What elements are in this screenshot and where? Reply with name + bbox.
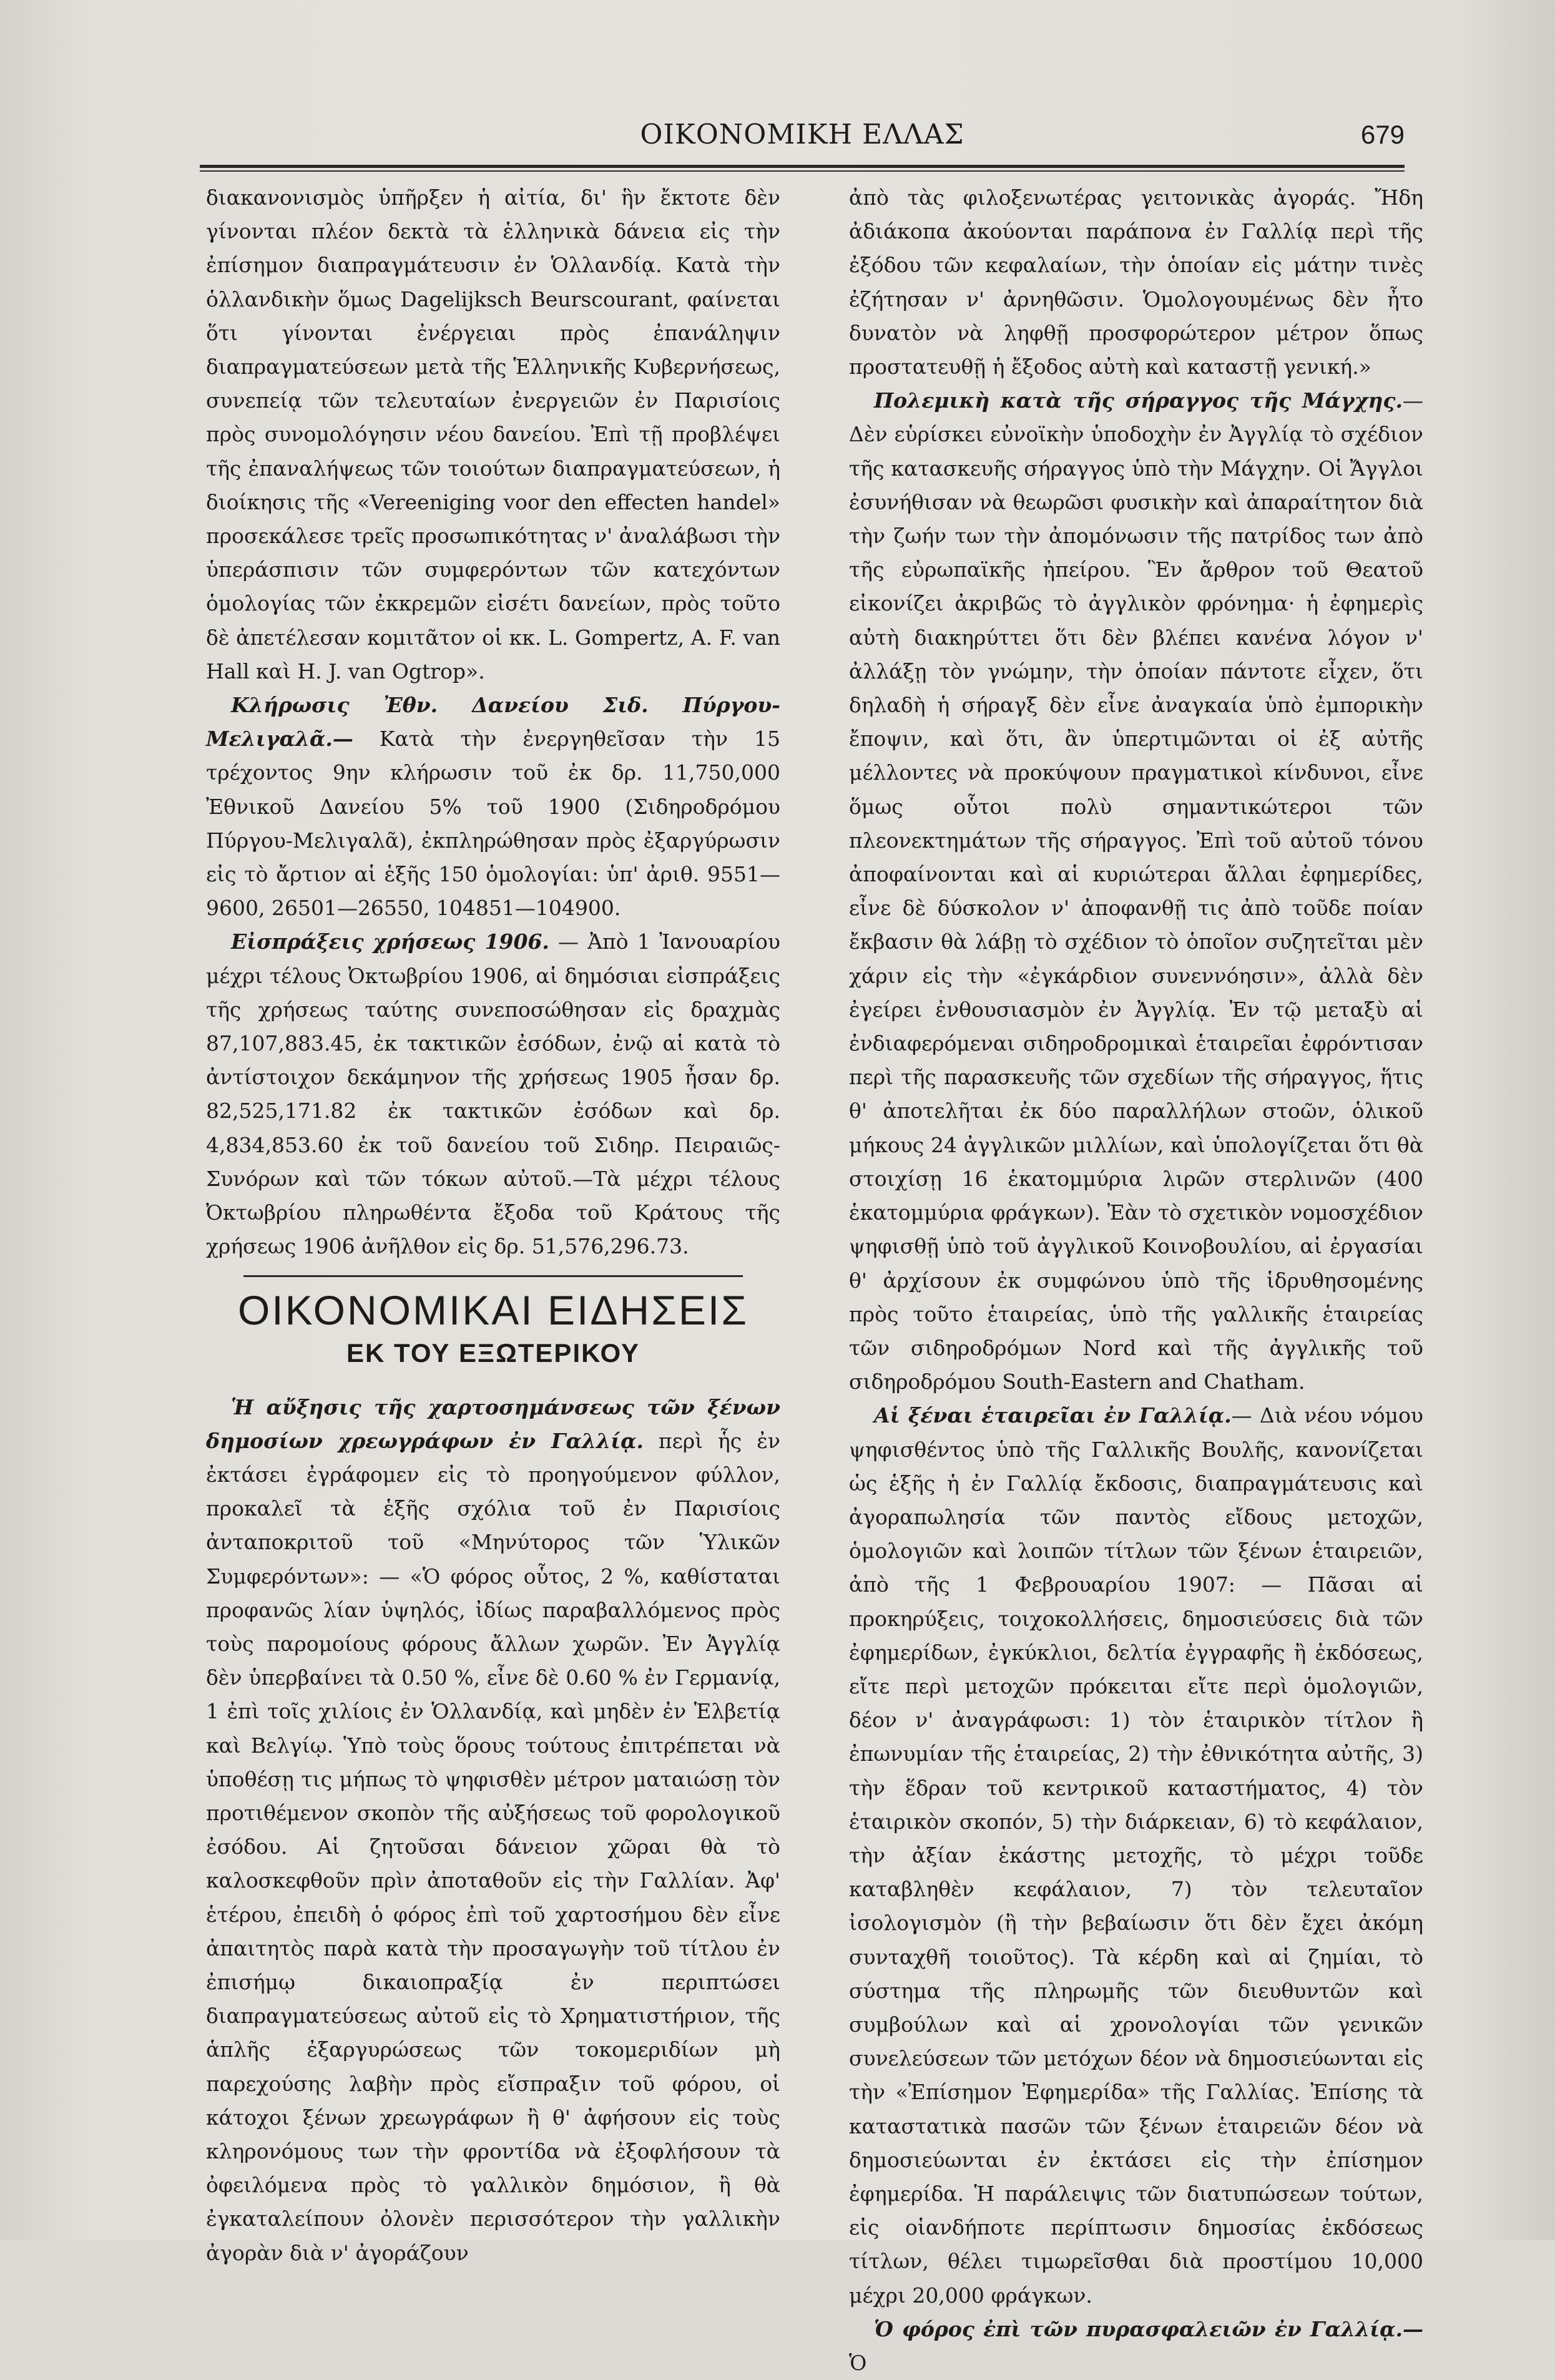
foros-text: Ὁ	[849, 2351, 867, 2375]
left-paragraph-1: διακανονισμὸς ὑπῆρξεν ἡ αἰτία, δι' ἣν ἔκτοτε δὲν γίνονται πλέον δεκτὰ τὰ ἑλληνικὰ δάνεια εἰς τὴν ἐπίσημον διαπραγμάτευσιν ἐν Ὁλλανδίᾳ. Κατὰ τὴν ὁλλανδικὴν ὅμως Dagelijksch Beurscourant, φαίνεται ὅτι γίνονται ἐνέργειαι πρὸς ἐπανάληψιν διαπραγματεύσεων μετὰ τῆς Ἑλληνικῆς Κυβερνήσεως, συνεπείᾳ τῶν τελευταίων ἐνεργειῶν ἐν Παρισίοις πρὸς συνομολόγησιν νέου δανείου. Ἐπὶ τῇ προβλέψει τῆς ἐπαναλήψεως τῶν τοιούτων διαπραγματεύσεων, ἡ διοίκησις τῆς «Vereeniging voor den effecten handel» προσεκάλεσε τρεῖς προσωπικότητας ν' ἀναλάβωσι τὴν ὑπεράσπισιν τῶν συμφερόντων τῶν κατεχόντων ὁμολογίας τῶν ἐκκρεμῶν εἰσέτι δανείων, πρὸς τοῦτο δὲ ἀπετέλεσαν κομιτᾶτον οἱ κκ. L. Gompertz, A. F. van Hall καὶ H. J. van Ogtrop».	[206, 185, 780, 683]
xenai-text: — Διὰ νέου νόμου ψηφισθέντος ὑπὸ τῆς Γαλλικῆς Βουλῆς, κανονίζεται ὡς ἑξῆς ἡ ἐν Γαλλίᾳ ἔκδοσις, διαπραγμάτευσις καὶ ἀγοραπωλησία τῶν παντὸς εἴδους μετοχῶν, ὁμολογιῶν καὶ λοιπῶν τίτλων τῶν ξένων ἑταιρειῶν, ἀπὸ τῆς 1 Φεβρουαρίου 1907: — Πᾶσαι αἱ προκηρύξεις, τοιχοκολλήσεις, δημοσιεύσεις διὰ τῶν ἐφημερίδων, ἐγκύκλιοι, δελτία ἐγγραφῆς ἢ ἐκδόσεως, εἴτε περὶ μετοχῶν πρόκειται εἴτε περὶ ὁμολογιῶν, δέον ν' ἀναγράφωσι: 1) τὸν ἑταιρικὸν τίτλον ἢ ἐπωνυμίαν τῆς ἑταιρείας, 2) τὴν ἐθνικότητα αὐτῆς, 3) τὴν ἕδραν τοῦ κεντρικοῦ καταστήματος, 4) τὸν ἑταιρικὸν σκοπόν, 5) τὴν διάρκειαν, 6) τὸ κεφάλαιον, τὴν ἀξίαν ἑκάστης μετοχῆς, τὸ μέχρι τοῦδε καταβληθὲν κεφάλαιον, 7) τὸν τελευταῖον ἰσολογισμὸν (ἢ τὴν βεβαίωσιν ὅτι δὲν ἔχει ἀκόμη συνταχθῆ τοιοῦτος). Τὰ κέρδη καὶ αἱ ζημίαι, τὸ σύστημα τῆς πληρωμῆς τῶν διευθυντῶν καὶ συμβούλων καὶ αἱ χρονολογίαι τῶν γενικῶν συνελεύσεων τῶν μετόχων δέον νὰ δημοσιεύωνται εἰς τὴν «Ἐπίσημον Ἐφημερίδα» τῆς Γαλλίας. Ἐπίσης τὰ καταστατικὰ πασῶν τῶν ξένων ἑταιρειῶν δέον νὰ δημοσιεύωνται ἐν ἐκτάσει εἰς τὴν ἐπίσημον ἐφημερίδα. Ἡ παράλειψις τῶν διατυπώσεων τούτων, εἰς οἱανδήποτε περίπτωσιν δημοσίας ἐκδόσεως τίτλων, θέλει τιμωρεῖσθαι διὰ προστίμου 10,000 μέχρι 20,000 φράγκων.	[849, 1403, 1423, 2308]
page-header	[200, 114, 1405, 164]
klirosis-heading: Κλήρωσις Ἐθν. Δανείου Σιδ. Πύργου-Μελιγαλᾶ.—	[206, 693, 780, 752]
publication-title: ΟΙΚΟΝΟΜΙΚΗ ΕΛΛΑΣ	[640, 119, 964, 150]
page-number: 679	[1360, 120, 1405, 149]
section-subtitle: ΕΚ ΤΟΥ ΕΞΩΤΕΡΙΚΟΥ	[346, 1338, 640, 1368]
polemiki-text: — Δὲν εὑρίσκει εὐνοϊκὴν ὑποδοχὴν ἐν Ἀγγλίᾳ τὸ σχέδιον τῆς κατασκευῆς σήραγγος ὑπὸ τὴν Μάγχην. Οἱ Ἄγγλοι ἐσυνήθισαν νὰ θεωρῶσι φυσικὴν καὶ ἀπαραίτητον διὰ τὴν ζωήν των τὴν ἀπομόνωσιν τῆς πατρίδος των ἀπὸ τῆς εὐρωπαϊκῆς ἠπείρου. Ἓν ἄρθρον τοῦ Θεατοῦ εἰκονίζει ἀκριβῶς τὸ ἀγγλικὸν φρόνημα· ἡ ἐφημερὶς αὐτὴ διακηρύττει ὅτι δὲν βλέπει κανένα λόγον ν' ἀλλάξῃ τὸν γνώμην, τὴν ὁποίαν πάντοτε εἶχεν, ὅτι δηλαδὴ ἡ σήραγξ δὲν εἶνε ἀναγκαία ὑπὸ ἐμπορικὴν ἔποψιν, καὶ ὅτι, ἂν ὑπερτιμῶνται οἱ ἐξ αὐτῆς μέλλοντες νὰ προκύψουν πραγματικοὶ κίνδυνοι, εἶνε ὅμως οὗτοι πολὺ σημαντικώτεροι τῶν πλεονεκτημάτων τῆς σήραγγος. Ἐπὶ τοῦ αὐτοῦ τόνου ἀποφαίνονται καὶ αἱ κυριώτεραι ἄλλαι ἐφημερίδες, εἶνε δὲ δύσκολον ν' ἀποφανθῇ τις ἀπὸ τοῦδε ποίαν ἔκβασιν θὰ λάβῃ τὸ σχέδιον τὸ ὁποῖον συζητεῖται μὲν χάριν εἰς τὴν «ἐγκάρδιον συνεννόησιν», ἀλλὰ δὲν ἐγείρει ἐνθουσιασμὸν ἐν Ἀγγλίᾳ. Ἐν τῷ μεταξὺ αἱ ἐνδιαφερόμεναι σιδηροδρομικαὶ ἑταιρεῖαι ἐφρόντισαν περὶ τῆς παρασκευῆς τῶν σχεδίων τῆς σήραγγος, ἥτις θ' ἀποτελῆται ἐκ δύο παραλλήλων στοῶν, ὁλικοῦ μήκους 24 ἀγγλικῶν μιλλίων, καὶ ὑπολογίζεται ὅτι θὰ στοιχίσῃ 16 ἑκατομμύρια λιρῶν στερλινῶν (400 ἑκατομμύρια φράγκων). Ἐὰν τὸ σχετικὸν νομοσχέδιον ψηφισθῇ ὑπὸ τοῦ ἀγγλικοῦ Κοινοβουλίου, αἱ ἐργασίαι θ' ἀρχίσουν ἐκ συμφώνου ὑπὸ τῆς ἱδρυθησομένης πρὸς τοῦτο ἑταιρείας, ὑπὸ τῆς γαλλικῆς ἑταιρείας τῶν σιδηροδρόμων Nord καὶ τῆς ἀγγλικῆς τοῦ σιδηροδρόμου South-Eastern and Chatham.	[849, 388, 1423, 1394]
section-divider	[243, 1275, 743, 1277]
header-rule-thin	[200, 170, 1405, 172]
right-column	[849, 181, 1423, 2375]
article-auxisis	[206, 1391, 780, 2270]
eispraxeis-heading: Εἰσπράξεις χρήσεως 1906.	[231, 929, 549, 954]
article-klirosis	[206, 688, 780, 925]
xenai-heading: Αἱ ξέναι ἑταιρεῖαι ἐν Γαλλίᾳ.	[874, 1403, 1232, 1428]
auxisis-heading: Ἡ αὔξησις τῆς χαρτοσημάνσεως τῶν ξένων δημοσίων χρεωγράφων ἐν Γαλλίᾳ.	[206, 1394, 780, 1453]
polemiki-heading: Πολεμικὴ κατὰ τῆς σήραγγος τῆς Μάγχης.	[874, 388, 1403, 413]
header-rule	[200, 165, 1405, 168]
auxisis-text: περὶ ἧς ἐν ἐκτάσει ἐγράφομεν εἰς τὸ προηγούμενον φύλλον, προκαλεῖ τὰ ἑξῆς σχόλια τοῦ ἐν Παρισίοις ἀνταποκριτοῦ τοῦ «Μηνύτορος τῶν Ὑλικῶν Συμφερόντων»: — «Ὁ φόρος οὗτος, 2 %, καθίσταται προφανῶς λίαν ὑψηλός, ἰδίως παραβαλλόμενος πρὸς τοὺς παρομοίους φόρους ἄλλων χωρῶν. Ἐν Ἀγγλίᾳ δὲν ὑπερβαίνει τὰ 0.50 %, εἶνε δὲ 0.60 % ἐν Γερμανίᾳ, 1 ἐπὶ τοῖς χιλίοις ἐν Ὁλλανδίᾳ, καὶ μηδὲν ἐν Ἑλβετίᾳ καὶ Βελγίῳ. Ὑπὸ τοὺς ὅρους τούτους ἐπιτρέπεται νὰ ὑποθέσῃ τις μήπως τὸ ψηφισθὲν μέτρον ματαιώσῃ τὸν προτιθέμενον σκοπὸν τῆς αὐξήσεως τοῦ φορολογικοῦ ἐσόδου. Αἱ ζητοῦσαι δάνειον χῶραι θὰ τὸ καλοσκεφθοῦν πρὶν ἀποταθοῦν εἰς τὴν Γαλλίαν. Ἀφ' ἑτέρου, ἐπειδὴ ὁ φόρος ἐπὶ τοῦ χαρτοσήμου δὲν εἶνε ἀπαιτητὸς παρὰ κατὰ τὴν προσαγωγὴν τοῦ τίτλου ἐν ἐπισήμῳ δικαιοπραξίᾳ ἐν περιπτώσει διαπραγματεύσεως αὐτοῦ εἰς τὸ Χρηματιστήριον, τῆς ἁπλῆς ἐξαργυρώσεως τῶν τοκομεριδίων μὴ παρεχούσης λαβὴν πρὸς εἴσπραξιν τοῦ φόρου, οἱ κάτοχοι ξένων χρεωγράφων ἢ θ' ἀφήσουν εἰς τοὺς κληρονόμους των τὴν φροντίδα νὰ ἐξοφλήσουν τὰ ὀφειλόμενα πρὸς τὸ γαλλικὸν δημόσιον, ἢ θὰ ἐγκαταλείπουν ὀλονὲν περισσότερον τὴν γαλλικὴν ἀγορὰν διὰ ν' ἀγοράζουν	[206, 1428, 780, 2265]
section-title: ΟΙΚΟΝΟΜΙΚΑΙ ΕΙΔΗΣΕΙΣ	[237, 1286, 749, 1333]
left-column	[206, 181, 780, 2265]
eispraxeis-text: — Ἀπὸ 1 Ἰανουαρίου μέχρι τέλους Ὀκτωβρίου 1906, αἱ δημόσιαι εἰσπράξεις τῆς χρήσεως ταύτης συνεποσώθησαν εἰς δραχμὰς 87,107,883.45, ἐκ τακτικῶν ἐσόδων, ἐνῷ αἱ κατὰ τὸ ἀντίστοιχον δεκάμηνον τῆς χρήσεως 1905 ἦσαν δρ. 82,525,171.82 ἐκ τακτικῶν ἐσόδων καὶ δρ. 4,834,853.60 ἐκ τοῦ δανείου τοῦ Σιδηρ. Πειραιῶς-Συνόρων καὶ τῶν τόκων αὐτοῦ.—Τὰ μέχρι τέλους Ὀκτωβρίου πληρωθέντα ἔξοδα τοῦ Κράτους τῆς χρήσεως 1906 ἀνῆλθον εἰς δρ. 51,576,296.73.	[206, 929, 780, 1259]
article-foros	[849, 2313, 1423, 2380]
article-polemiki	[849, 384, 1423, 1399]
klirosis-text: Κατὰ τὴν ἐνεργηθεῖσαν τὴν 15 τρέχοντος 9ην κλήρωσιν τοῦ ἐκ δρ. 11,750,000 Ἐθνικοῦ Δανείου 5% τοῦ 1900 (Σιδηροδρόμου Πύργου-Μελιγαλᾶ), ἐκπληρώθησαν πρὸς ἐξαργύρωσιν εἰς τὸ ἄρτιον αἱ ἑξῆς 150 ὁμολογίαι: ὑπ' ἀριθ. 9551—9600, 26501—26550, 104851—104900.	[206, 727, 780, 921]
article-xenai	[849, 1399, 1423, 2312]
right-paragraph-1: ἀπὸ τὰς φιλοξενωτέρας γειτονικὰς ἀγοράς. Ἤδη ἀδιάκοπα ἀκούονται παράπονα ἐν Γαλλίᾳ περὶ τῆς ἐξόδου τῶν κεφαλαίων, τὴν ὁποίαν εἰς μάτην τινὲς ἐζήτησαν ν' ἀρνηθῶσιν. Ὁμολογουμένως δὲν ἦτο δυνατὸν νὰ ληφθῇ προσφορώτερον μέτρον ὅπως προστατευθῇ ἡ ἔξοδος αὐτὴ καὶ καταστῇ γενική.»	[849, 185, 1423, 380]
foros-heading: Ὁ φόρος ἐπὶ τῶν πυρασφαλειῶν ἐν Γαλλίᾳ.—	[874, 2316, 1423, 2341]
article-eispraxeis	[206, 925, 780, 1263]
